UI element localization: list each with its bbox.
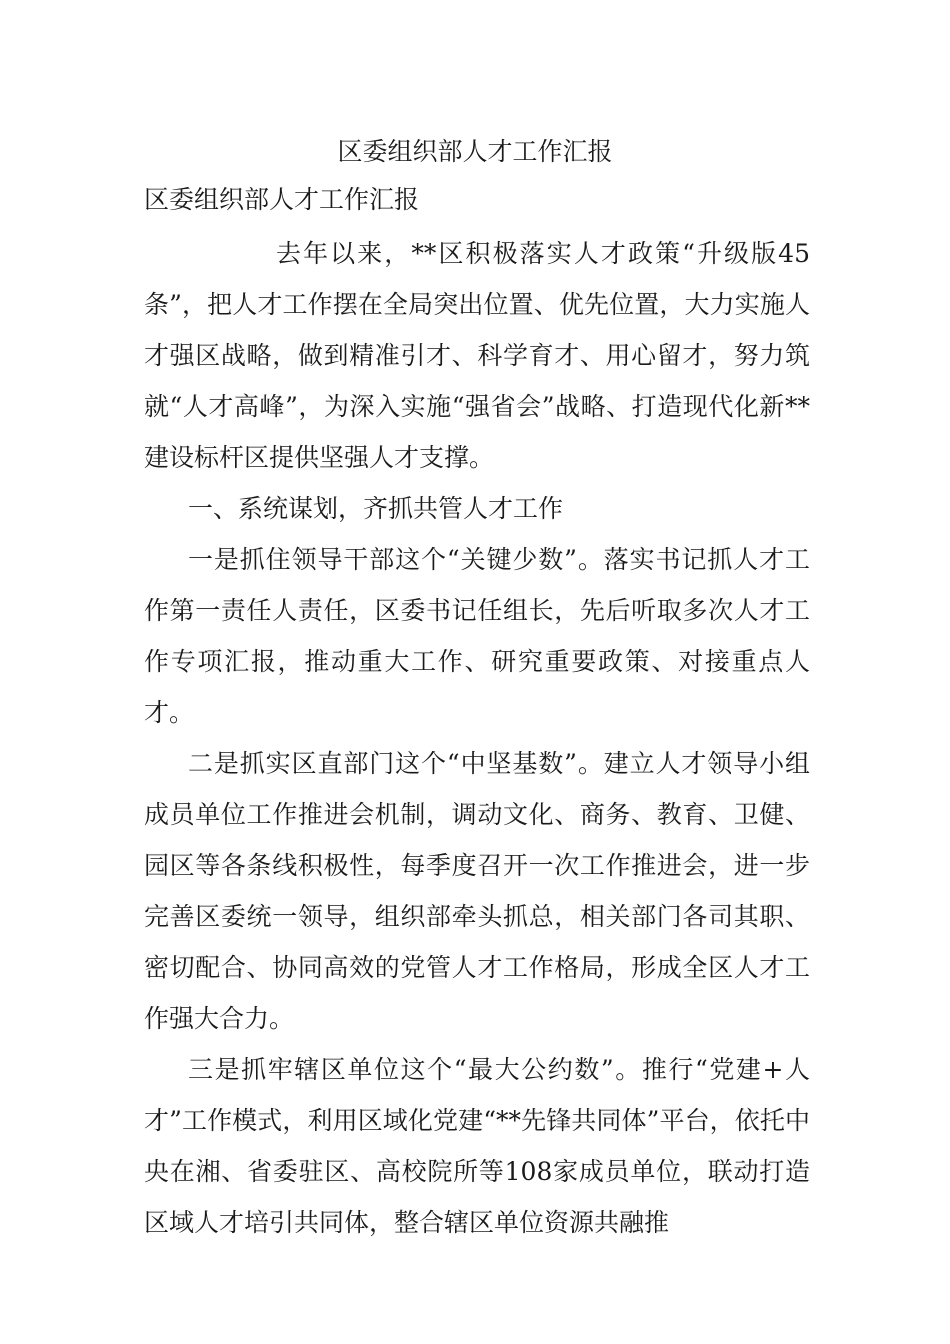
document-subtitle: 区委组织部人才工作汇报 (144, 185, 420, 214)
intro-paragraph: 去年以来，**区积极落实人才政策“升级版45条”，把人才工作摆在全局突出位置、优先位置，大力实施人才强区战略，做到精准引才、科学育才、用心留才，努力筑就“人才高峰”，为深入实施“强省会”战略、打造现代化新**建设标杆区提供坚强人才支撑。 (144, 239, 810, 472)
section-heading: 一、系统谋划，齐抓共管人才工作 (188, 494, 564, 523)
paragraph-three: 三是抓牢辖区单位这个“最大公约数”。推行“党建+人才”工作模式，利用区域化党建“**先锋共同体”平台，依托中央在湘、省委驻区、高校院所等108家成员单位，联动打造区域人才培引共同体，整合辖区单位资源共融推 (144, 1055, 810, 1237)
document-title: 区委组织部人才工作汇报 (337, 137, 613, 166)
paragraph-two: 二是抓实区直部门这个“中坚基数”。建立人才领导小组成员单位工作推进会机制，调动文化、商务、教育、卫健、园区等各条线积极性，每季度召开一次工作推进会，进一步完善区委统一领导，组织部牵头抓总，相关部门各司其职、密切配合、协同高效的党管人才工作格局，形成全区人才工作强大合力。 (144, 749, 810, 1033)
document-body (144, 228, 810, 1248)
paragraph-one: 一是抓住领导干部这个“关键少数”。落实书记抓人才工作第一责任人责任，区委书记任组长，先后听取多次人才工作专项汇报，推动重大工作、研究重要政策、对接重点人才。 (144, 545, 810, 727)
